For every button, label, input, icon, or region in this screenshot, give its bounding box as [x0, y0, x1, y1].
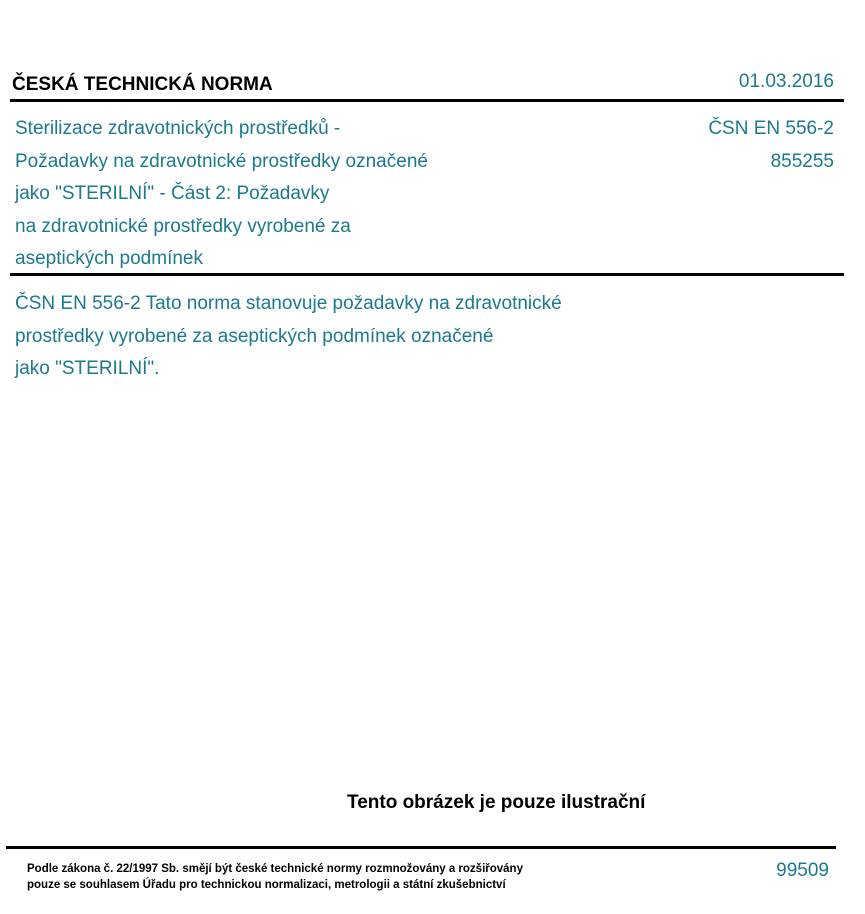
- legal-notice: [27, 862, 523, 893]
- document-type-heading: ČESKÁ TECHNICKÁ NORMA: [12, 74, 273, 95]
- abstract-line: jako "STERILNÍ".: [15, 358, 160, 379]
- footer-divider: [6, 846, 836, 849]
- abstract-line: prostředky vyrobené za aseptických podmínek označené: [15, 325, 494, 347]
- standard-title-line: Sterilizace zdravotnických prostředků -: [15, 118, 341, 139]
- title-divider: [10, 273, 844, 276]
- standard-title-line: Požadavky na zdravotnické prostředky označené: [15, 150, 428, 172]
- classification-number: 855255: [770, 150, 834, 172]
- publication-date: 01.03.2016: [738, 71, 834, 92]
- document-number: 99509: [776, 860, 829, 881]
- standard-title-line: jako "STERILNÍ" - Část 2: Požadavky: [15, 183, 330, 204]
- standard-title-line: aseptických podmínek: [15, 248, 203, 269]
- standard-title-line: na zdravotnické prostředky vyrobené za: [15, 215, 351, 237]
- header-divider: [10, 99, 844, 102]
- standard-title: [15, 113, 535, 276]
- legal-notice-line: pouze se souhlasem Úřadu pro technickou normalizaci, metrologii a státní zkušebnictví: [27, 878, 506, 891]
- standard-identifiers: [708, 113, 834, 178]
- illustration-notice: Tento obrázek je pouze ilustrační: [347, 792, 646, 813]
- standard-code: ČSN EN 556-2: [708, 118, 834, 139]
- abstract-line: ČSN EN 556-2 Tato norma stanovuje požadavky na zdravotnické: [15, 293, 562, 314]
- legal-notice-line: Podle zákona č. 22/1997 Sb. smějí být české technické normy rozmnožovány a rozšiřovány: [27, 863, 523, 875]
- abstract-text: [15, 288, 715, 386]
